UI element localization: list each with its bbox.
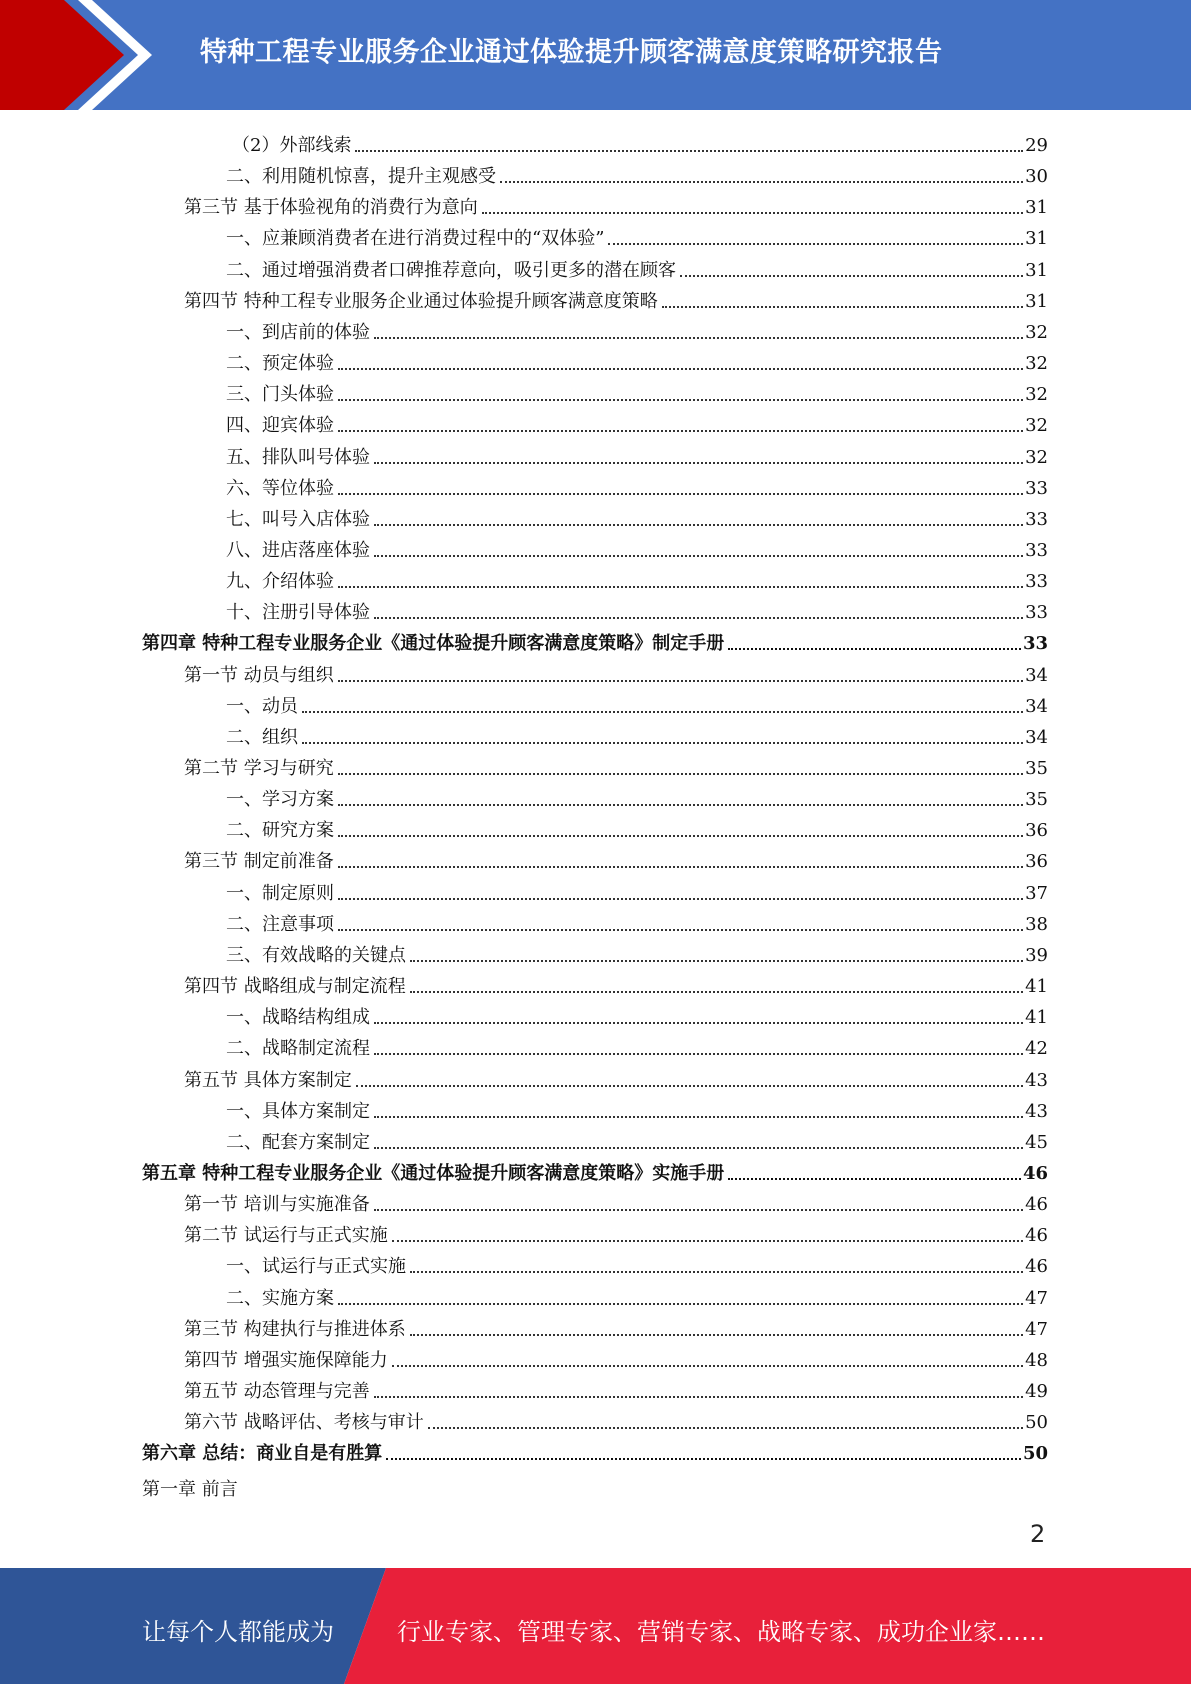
toc-entry-label: 一、试运行与正式实施 bbox=[226, 1256, 406, 1278]
toc-leader-dots bbox=[338, 430, 1023, 432]
toc-entry[interactable] bbox=[226, 470, 1048, 501]
toc-entry[interactable] bbox=[184, 750, 1048, 781]
toc-entry-label: 二、预定体验 bbox=[226, 353, 334, 375]
toc-entry-label: 四、迎宾体验 bbox=[226, 415, 334, 437]
toc-entry-label: 九、介绍体验 bbox=[226, 571, 334, 593]
toc-entry[interactable] bbox=[184, 1311, 1048, 1342]
toc-entry-page: 36 bbox=[1025, 820, 1048, 842]
toc-leader-dots bbox=[728, 1178, 1021, 1180]
toc-entry-page: 32 bbox=[1025, 446, 1048, 468]
toc-entry[interactable] bbox=[226, 314, 1048, 345]
toc-entry-label: 七、叫号入店体验 bbox=[226, 508, 370, 530]
toc-entry-page: 33 bbox=[1025, 539, 1048, 561]
toc-entry[interactable] bbox=[226, 781, 1048, 812]
toc-entry[interactable] bbox=[226, 439, 1048, 470]
toc-leader-dots bbox=[374, 617, 1023, 619]
toc-leader-dots bbox=[374, 1209, 1023, 1211]
toc-entry[interactable] bbox=[226, 812, 1048, 843]
toc-entry-label: 第一节 动员与组织 bbox=[184, 664, 334, 686]
toc-entry[interactable] bbox=[232, 127, 1048, 158]
toc-entry-label: 第五章 特种工程专业服务企业《通过体验提升顾客满意度策略》实施手册 bbox=[142, 1162, 725, 1184]
page-header bbox=[0, 0, 1191, 110]
toc-entry-page: 36 bbox=[1025, 851, 1048, 873]
toc-leader-dots bbox=[410, 960, 1023, 962]
toc-trailing-entry[interactable] bbox=[142, 1471, 1048, 1502]
page-footer bbox=[0, 1568, 1191, 1684]
toc-entry-label: 第三节 构建执行与推进体系 bbox=[184, 1318, 406, 1340]
toc-entry[interactable] bbox=[226, 875, 1048, 906]
toc-entry-page: 47 bbox=[1025, 1318, 1048, 1340]
toc-entry[interactable] bbox=[184, 968, 1048, 999]
toc-leader-dots bbox=[374, 524, 1023, 526]
toc-entry-page: 46 bbox=[1025, 1194, 1048, 1216]
toc-entry-label: 二、通过增强消费者口碑推荐意向，吸引更多的潜在顾客 bbox=[226, 259, 676, 281]
toc-leader-dots bbox=[374, 1022, 1023, 1024]
toc-entry-label: 第二节 学习与研究 bbox=[184, 758, 334, 779]
toc-entry-label: 二、组织 bbox=[226, 726, 298, 748]
toc-entry-label: 一、应兼顾消费者在进行消费过程中的“双体验” bbox=[226, 228, 605, 250]
toc-entry-label: 第四章 特种工程专业服务企业《通过体验提升顾客满意度策略》制定手册 bbox=[142, 633, 725, 655]
header-title: 特种工程专业服务企业通过体验提升顾客满意度策略研究报告 bbox=[200, 37, 943, 68]
toc-entry-page: 49 bbox=[1025, 1381, 1048, 1402]
toc-entry-page: 31 bbox=[1025, 290, 1048, 312]
toc-entry[interactable] bbox=[184, 843, 1048, 874]
page-number: 2 bbox=[1030, 1520, 1046, 1548]
toc-entry-label: 第四节 特种工程专业服务企业通过体验提升顾客满意度策略 bbox=[184, 290, 658, 312]
toc-entry-page: 31 bbox=[1025, 259, 1048, 281]
toc-entry-page: 45 bbox=[1025, 1131, 1048, 1153]
toc-entry-page: 33 bbox=[1025, 602, 1048, 624]
footer-slogan-left: 让每个人都能成为 bbox=[142, 1618, 334, 1646]
toc-entry[interactable] bbox=[226, 1030, 1048, 1061]
toc-leader-dots bbox=[428, 1427, 1023, 1429]
toc-entry-page: 42 bbox=[1025, 1038, 1048, 1060]
toc-entry[interactable] bbox=[226, 345, 1048, 376]
toc-entry-page: 50 bbox=[1022, 1443, 1048, 1465]
toc-leader-dots bbox=[374, 337, 1023, 339]
toc-entry-label: 五、排队叫号体验 bbox=[226, 446, 370, 468]
toc-entry[interactable] bbox=[142, 1435, 1048, 1466]
toc-leader-dots bbox=[338, 1303, 1023, 1305]
toc-leader-dots bbox=[386, 1458, 1021, 1460]
toc-entry-label: 第五节 动态管理与完善 bbox=[184, 1381, 370, 1402]
toc-entry[interactable] bbox=[226, 719, 1048, 750]
toc-leader-dots bbox=[728, 648, 1021, 650]
toc-entry-page: 48 bbox=[1025, 1349, 1048, 1371]
toc-entry-label: 二、实施方案 bbox=[226, 1287, 334, 1309]
toc-entry[interactable] bbox=[226, 937, 1048, 968]
toc-leader-dots bbox=[338, 680, 1023, 682]
toc-entry[interactable] bbox=[226, 906, 1048, 937]
toc-entry-page: 34 bbox=[1025, 695, 1048, 717]
toc-leader-dots bbox=[410, 991, 1023, 993]
toc-entry-label: 第一节 培训与实施准备 bbox=[184, 1194, 370, 1216]
toc-entry-label: 第六节 战略评估、考核与审计 bbox=[184, 1412, 424, 1434]
toc-entry-label: （2）外部线索 bbox=[232, 135, 352, 156]
footer-slogan-right: 行业专家、管理专家、营销专家、战略专家、成功企业家…… bbox=[397, 1618, 1045, 1646]
toc-leader-dots bbox=[338, 835, 1023, 837]
toc-leader-dots bbox=[338, 399, 1023, 401]
toc-entry-page: 46 bbox=[1025, 1225, 1048, 1247]
toc-leader-dots bbox=[662, 306, 1023, 308]
toc-entry-page: 35 bbox=[1025, 758, 1048, 779]
toc-leader-dots bbox=[338, 898, 1023, 900]
toc-entry[interactable] bbox=[226, 563, 1048, 594]
toc-entry[interactable] bbox=[184, 657, 1048, 688]
toc-entry-label: 六、等位体验 bbox=[226, 477, 334, 499]
toc-entry[interactable] bbox=[184, 1217, 1048, 1248]
toc-leader-dots bbox=[338, 804, 1023, 806]
toc-entry-label: 一、到店前的体验 bbox=[226, 321, 370, 343]
toc-leader-dots bbox=[410, 1334, 1023, 1336]
toc-entry[interactable] bbox=[226, 688, 1048, 719]
toc-entry-label: 第六章 总结：商业自是有胜算 bbox=[142, 1443, 383, 1465]
toc-entry[interactable] bbox=[226, 220, 1048, 251]
toc-entry-page: 46 bbox=[1025, 1256, 1048, 1278]
toc-entry-page: 33 bbox=[1025, 508, 1048, 530]
toc-entry-page: 35 bbox=[1025, 789, 1048, 811]
toc-entry-page: 33 bbox=[1025, 571, 1048, 593]
toc-entry[interactable] bbox=[226, 999, 1048, 1030]
toc-entry-label: 一、制定原则 bbox=[226, 882, 334, 904]
toc-entry-label: 三、门头体验 bbox=[226, 384, 334, 406]
toc-entry[interactable] bbox=[184, 283, 1048, 314]
toc-entry-page: 31 bbox=[1025, 228, 1048, 250]
toc-entry-label: 第三节 基于体验视角的消费行为意向 bbox=[184, 197, 478, 219]
toc-entry[interactable] bbox=[226, 1280, 1048, 1311]
toc-entry-page: 39 bbox=[1025, 944, 1048, 966]
toc-entry-page: 32 bbox=[1025, 321, 1048, 343]
toc-entry-page: 33 bbox=[1022, 633, 1048, 655]
toc-entry[interactable] bbox=[226, 1248, 1048, 1279]
toc-entry[interactable] bbox=[226, 1093, 1048, 1124]
toc-entry-label: 第一章 前言 bbox=[142, 1479, 238, 1500]
toc-entry-page: 32 bbox=[1025, 353, 1048, 375]
toc-entry-page: 34 bbox=[1025, 726, 1048, 748]
toc-entry-label: 二、注意事项 bbox=[226, 913, 334, 935]
toc-leader-dots bbox=[355, 150, 1023, 152]
toc-leader-dots bbox=[482, 212, 1023, 214]
toc-leader-dots bbox=[374, 1053, 1023, 1055]
toc-entry-label: 一、具体方案制定 bbox=[226, 1100, 370, 1122]
toc-entry-page: 50 bbox=[1025, 1412, 1048, 1434]
toc-entry-label: 三、有效战略的关键点 bbox=[226, 944, 406, 966]
toc-entry[interactable] bbox=[184, 189, 1048, 220]
toc-entry[interactable] bbox=[226, 376, 1048, 407]
toc-entry[interactable] bbox=[142, 1155, 1048, 1186]
toc-entry[interactable] bbox=[184, 1373, 1048, 1404]
toc-entry-label: 一、学习方案 bbox=[226, 789, 334, 811]
toc-leader-dots bbox=[302, 742, 1023, 744]
toc-entry-label: 十、注册引导体验 bbox=[226, 602, 370, 624]
toc-entry[interactable] bbox=[184, 1062, 1048, 1093]
toc-entry-page: 37 bbox=[1025, 882, 1048, 904]
toc-entry-label: 一、动员 bbox=[226, 695, 298, 717]
toc-leader-dots bbox=[338, 773, 1023, 775]
toc-leader-dots bbox=[500, 181, 1023, 183]
toc-entry[interactable] bbox=[226, 158, 1048, 189]
toc-leader-dots bbox=[374, 1147, 1023, 1149]
toc-entry-label: 二、利用随机惊喜，提升主观感受 bbox=[226, 166, 496, 188]
toc-leader-dots bbox=[338, 493, 1023, 495]
toc-leader-dots bbox=[410, 1271, 1023, 1273]
toc-entry[interactable] bbox=[226, 1124, 1048, 1155]
toc-entry-page: 32 bbox=[1025, 384, 1048, 406]
toc-entry-page: 41 bbox=[1025, 976, 1048, 998]
toc-leader-dots bbox=[338, 866, 1023, 868]
toc-entry-page: 46 bbox=[1022, 1162, 1048, 1184]
toc-entry-page: 47 bbox=[1025, 1287, 1048, 1309]
toc-entry-page: 29 bbox=[1025, 135, 1048, 156]
toc-entry[interactable] bbox=[226, 252, 1048, 283]
toc-leader-dots bbox=[356, 1085, 1023, 1087]
toc-entry-page: 30 bbox=[1025, 166, 1048, 188]
toc-entry-label: 二、战略制定流程 bbox=[226, 1038, 370, 1060]
toc-entry-page: 32 bbox=[1025, 415, 1048, 437]
toc-entry-page: 43 bbox=[1025, 1100, 1048, 1122]
toc-leader-dots bbox=[338, 929, 1023, 931]
toc-leader-dots bbox=[392, 1365, 1023, 1367]
toc-entry[interactable] bbox=[142, 625, 1048, 656]
toc-entry-label: 八、进店落座体验 bbox=[226, 539, 370, 561]
toc-entry[interactable] bbox=[226, 501, 1048, 532]
toc-entry-page: 31 bbox=[1025, 197, 1048, 219]
toc-entry-page: 38 bbox=[1025, 913, 1048, 935]
toc-leader-dots bbox=[374, 462, 1023, 464]
toc-entry-label: 第三节 制定前准备 bbox=[184, 851, 334, 873]
toc-entry-page: 33 bbox=[1025, 477, 1048, 499]
toc-entry-label: 第四节 战略组成与制定流程 bbox=[184, 976, 406, 998]
toc-entry[interactable] bbox=[184, 1186, 1048, 1217]
toc-entry[interactable] bbox=[226, 407, 1048, 438]
toc-entry-label: 第五节 具体方案制定 bbox=[184, 1069, 352, 1091]
toc-leader-dots bbox=[680, 275, 1023, 277]
toc-leader-dots bbox=[338, 586, 1023, 588]
toc-leader-dots bbox=[374, 1116, 1023, 1118]
toc-leader-dots bbox=[374, 555, 1023, 557]
toc-entry-label: 二、配套方案制定 bbox=[226, 1131, 370, 1153]
toc-leader-dots bbox=[302, 711, 1023, 713]
toc-entry-label: 一、战略结构组成 bbox=[226, 1007, 370, 1029]
toc-entry[interactable] bbox=[226, 532, 1048, 563]
toc-entry-page: 34 bbox=[1025, 664, 1048, 686]
toc-entry[interactable] bbox=[184, 1404, 1048, 1435]
toc-entry-label: 第四节 增强实施保障能力 bbox=[184, 1349, 388, 1371]
toc-entry-label: 二、研究方案 bbox=[226, 820, 334, 842]
toc-entry-page: 41 bbox=[1025, 1007, 1048, 1029]
toc-leader-dots bbox=[392, 1240, 1023, 1242]
toc-leader-dots bbox=[374, 1396, 1023, 1398]
toc-leader-dots bbox=[608, 243, 1023, 245]
toc-entry[interactable] bbox=[184, 1342, 1048, 1373]
toc-entry[interactable] bbox=[226, 594, 1048, 625]
toc-leader-dots bbox=[338, 368, 1023, 370]
toc-entry-label: 第二节 试运行与正式实施 bbox=[184, 1225, 388, 1247]
toc-entry-page: 43 bbox=[1025, 1069, 1048, 1091]
